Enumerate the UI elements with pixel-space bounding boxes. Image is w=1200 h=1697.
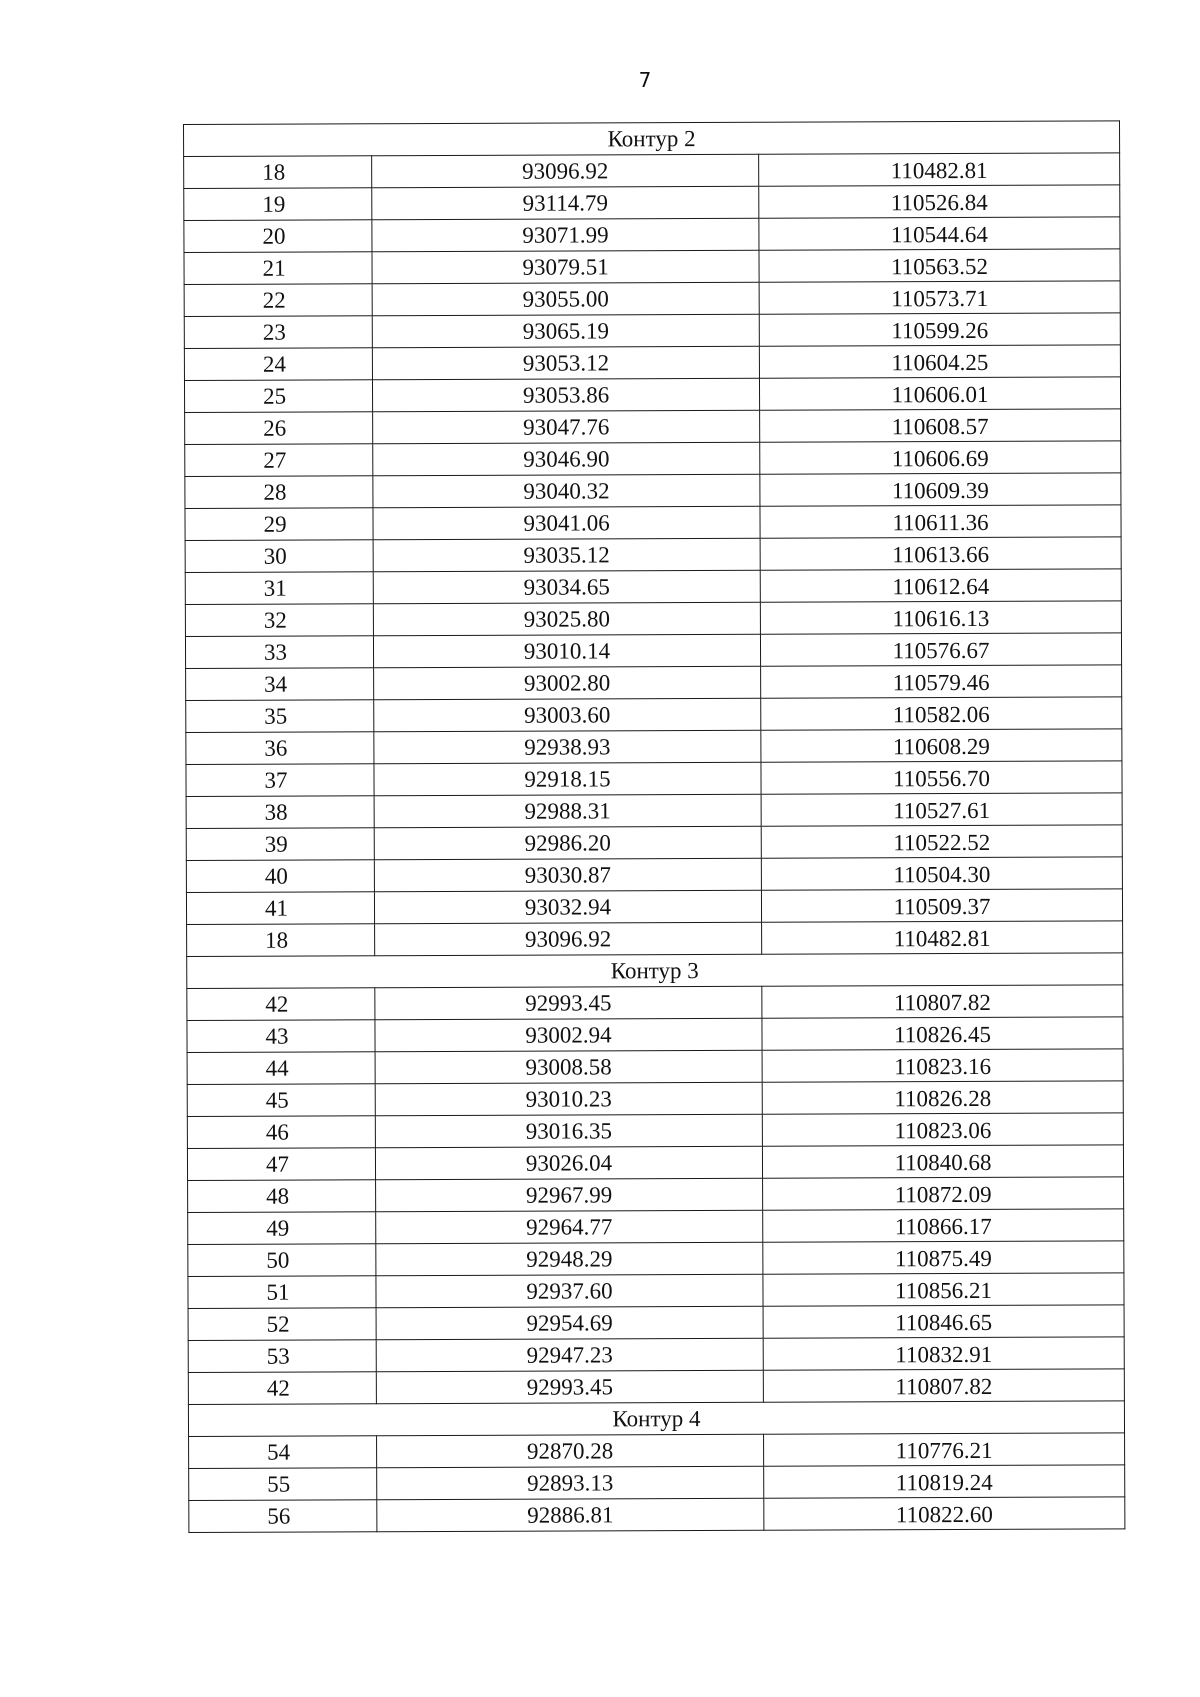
point-number-cell: 43 (187, 1020, 375, 1053)
contour-header-row (187, 953, 1123, 989)
contour-title: Контур 4 (188, 1401, 1124, 1437)
y-coordinate-cell: 110875.49 (763, 1241, 1124, 1274)
y-coordinate-cell: 110599.26 (759, 313, 1120, 346)
point-number-cell: 40 (186, 860, 374, 893)
y-coordinate-cell: 110482.81 (762, 921, 1123, 954)
table-row (187, 921, 1123, 957)
x-coordinate-cell: 93096.92 (375, 922, 762, 955)
x-coordinate-cell: 93096.92 (372, 154, 759, 187)
point-number-cell: 27 (185, 444, 373, 477)
contour-title: Контур 2 (184, 121, 1120, 157)
x-coordinate-cell: 93046.90 (373, 442, 760, 475)
x-coordinate-cell: 93041.06 (373, 506, 760, 539)
x-coordinate-cell: 93053.12 (372, 346, 759, 379)
point-number-cell: 46 (187, 1116, 375, 1149)
y-coordinate-cell: 110826.28 (762, 1081, 1123, 1114)
table-row (185, 601, 1121, 637)
point-number-cell: 25 (184, 380, 372, 413)
point-number-cell: 56 (189, 1500, 377, 1533)
table-row (184, 153, 1120, 189)
x-coordinate-cell: 93035.12 (373, 538, 760, 571)
x-coordinate-cell: 93040.32 (373, 474, 760, 507)
table-row (188, 1177, 1124, 1213)
point-number-cell: 41 (186, 892, 374, 925)
point-number-cell: 21 (184, 252, 372, 285)
coordinates-table (183, 120, 1125, 1533)
table-row (185, 505, 1121, 541)
x-coordinate-cell: 93047.76 (373, 410, 760, 443)
point-number-cell: 18 (184, 156, 372, 189)
x-coordinate-cell: 92986.20 (374, 826, 761, 859)
table-row (185, 569, 1121, 605)
x-coordinate-cell: 92967.99 (376, 1178, 763, 1211)
table-row (185, 537, 1121, 573)
point-number-cell: 33 (185, 636, 373, 669)
y-coordinate-cell: 110608.57 (760, 409, 1121, 442)
point-number-cell: 19 (184, 188, 372, 221)
table-row (186, 825, 1122, 861)
x-coordinate-cell: 93016.35 (375, 1114, 762, 1147)
point-number-cell: 51 (188, 1276, 376, 1309)
point-number-cell: 36 (186, 732, 374, 765)
x-coordinate-cell: 93030.87 (374, 858, 761, 891)
table-row (189, 1465, 1125, 1501)
y-coordinate-cell: 110504.30 (761, 857, 1122, 890)
y-coordinate-cell: 110582.06 (761, 697, 1122, 730)
point-number-cell: 37 (186, 764, 374, 797)
point-number-cell: 22 (184, 284, 372, 317)
point-number-cell: 49 (188, 1212, 376, 1245)
x-coordinate-cell: 92993.45 (376, 1370, 763, 1403)
x-coordinate-cell: 92938.93 (374, 730, 761, 763)
x-coordinate-cell: 92870.28 (377, 1434, 764, 1467)
x-coordinate-cell: 92947.23 (376, 1338, 763, 1371)
point-number-cell: 52 (188, 1308, 376, 1341)
y-coordinate-cell: 110807.82 (762, 985, 1123, 1018)
y-coordinate-cell: 110611.36 (760, 505, 1121, 538)
y-coordinate-cell: 110544.64 (759, 217, 1120, 250)
point-number-cell: 38 (186, 796, 374, 829)
y-coordinate-cell: 110573.71 (759, 281, 1120, 314)
x-coordinate-cell: 93114.79 (372, 186, 759, 219)
y-coordinate-cell: 110807.82 (763, 1369, 1124, 1402)
table-row (189, 1433, 1125, 1469)
table-row (186, 889, 1122, 925)
y-coordinate-cell: 110823.06 (762, 1113, 1123, 1146)
x-coordinate-cell: 93079.51 (372, 250, 759, 283)
x-coordinate-cell: 93010.23 (375, 1082, 762, 1115)
point-number-cell: 53 (188, 1340, 376, 1373)
table-row (186, 697, 1122, 733)
x-coordinate-cell: 93071.99 (372, 218, 759, 251)
x-coordinate-cell: 93065.19 (372, 314, 759, 347)
table-row (187, 1113, 1123, 1149)
point-number-cell: 45 (187, 1084, 375, 1117)
point-number-cell: 35 (186, 700, 374, 733)
point-number-cell: 42 (187, 988, 375, 1021)
y-coordinate-cell: 110823.16 (762, 1049, 1123, 1082)
y-coordinate-cell: 110606.01 (759, 377, 1120, 410)
table-row (184, 185, 1120, 221)
table-row (186, 857, 1122, 893)
x-coordinate-cell: 93008.58 (375, 1050, 762, 1083)
table-row (187, 1081, 1123, 1117)
x-coordinate-cell: 92937.60 (376, 1274, 763, 1307)
point-number-cell: 28 (185, 476, 373, 509)
page-number: 7 (638, 68, 652, 92)
y-coordinate-cell: 110579.46 (761, 665, 1122, 698)
table-row (186, 793, 1122, 829)
table-row (188, 1209, 1124, 1245)
y-coordinate-cell: 110616.13 (760, 601, 1121, 634)
y-coordinate-cell: 110563.52 (759, 249, 1120, 282)
point-number-cell: 30 (185, 540, 373, 573)
table-row (184, 377, 1120, 413)
x-coordinate-cell: 93034.65 (373, 570, 760, 603)
y-coordinate-cell: 110826.45 (762, 1017, 1123, 1050)
table-row (187, 1017, 1123, 1053)
point-number-cell: 31 (185, 572, 373, 605)
coordinates-table-body (184, 121, 1125, 1533)
y-coordinate-cell: 110509.37 (761, 889, 1122, 922)
point-number-cell: 42 (188, 1372, 376, 1405)
y-coordinate-cell: 110840.68 (762, 1145, 1123, 1178)
point-number-cell: 24 (184, 348, 372, 381)
x-coordinate-cell: 92886.81 (377, 1498, 764, 1531)
contour-title: Контур 3 (187, 953, 1123, 989)
point-number-cell: 34 (186, 668, 374, 701)
table-row (186, 665, 1122, 701)
y-coordinate-cell: 110832.91 (763, 1337, 1124, 1370)
y-coordinate-cell: 110556.70 (761, 761, 1122, 794)
x-coordinate-cell: 93003.60 (374, 698, 761, 731)
point-number-cell: 39 (186, 828, 374, 861)
point-number-cell: 26 (185, 412, 373, 445)
point-number-cell: 47 (187, 1148, 375, 1181)
x-coordinate-cell: 93026.04 (375, 1146, 762, 1179)
table-row (185, 473, 1121, 509)
y-coordinate-cell: 110846.65 (763, 1305, 1124, 1338)
table-row (184, 281, 1120, 317)
table-row (186, 729, 1122, 765)
x-coordinate-cell: 92988.31 (374, 794, 761, 827)
point-number-cell: 32 (185, 604, 373, 637)
x-coordinate-cell: 92954.69 (376, 1306, 763, 1339)
y-coordinate-cell: 110822.60 (764, 1497, 1125, 1530)
y-coordinate-cell: 110576.67 (760, 633, 1121, 666)
point-number-cell: 23 (184, 316, 372, 349)
x-coordinate-cell: 92964.77 (376, 1210, 763, 1243)
x-coordinate-cell: 93010.14 (373, 634, 760, 667)
x-coordinate-cell: 93002.80 (374, 666, 761, 699)
table-row (188, 1273, 1124, 1309)
y-coordinate-cell: 110604.25 (759, 345, 1120, 378)
y-coordinate-cell: 110527.61 (761, 793, 1122, 826)
y-coordinate-cell: 110522.52 (761, 825, 1122, 858)
x-coordinate-cell: 92918.15 (374, 762, 761, 795)
y-coordinate-cell: 110608.29 (761, 729, 1122, 762)
table-row (184, 217, 1120, 253)
table-row (189, 1497, 1125, 1533)
point-number-cell: 54 (189, 1436, 377, 1469)
point-number-cell: 29 (185, 508, 373, 541)
x-coordinate-cell: 92948.29 (376, 1242, 763, 1275)
table-row (184, 345, 1120, 381)
table-row (185, 633, 1121, 669)
y-coordinate-cell: 110866.17 (763, 1209, 1124, 1242)
table-row (184, 249, 1120, 285)
x-coordinate-cell: 93053.86 (372, 378, 759, 411)
table-row (186, 761, 1122, 797)
table-row (188, 1241, 1124, 1277)
table-row (188, 1337, 1124, 1373)
y-coordinate-cell: 110482.81 (759, 153, 1120, 186)
contour-header-row (188, 1401, 1124, 1437)
table-row (184, 313, 1120, 349)
y-coordinate-cell: 110776.21 (764, 1433, 1125, 1466)
y-coordinate-cell: 110606.69 (760, 441, 1121, 474)
contour-header-row (184, 121, 1120, 157)
table-row (185, 409, 1121, 445)
y-coordinate-cell: 110612.64 (760, 569, 1121, 602)
point-number-cell: 44 (187, 1052, 375, 1085)
x-coordinate-cell: 93025.80 (373, 602, 760, 635)
y-coordinate-cell: 110526.84 (759, 185, 1120, 218)
y-coordinate-cell: 110872.09 (763, 1177, 1124, 1210)
table-row (188, 1369, 1124, 1405)
x-coordinate-cell: 93032.94 (374, 890, 761, 923)
y-coordinate-cell: 110609.39 (760, 473, 1121, 506)
x-coordinate-cell: 92993.45 (375, 986, 762, 1019)
table-row (187, 1145, 1123, 1181)
point-number-cell: 20 (184, 220, 372, 253)
y-coordinate-cell: 110819.24 (764, 1465, 1125, 1498)
table-row (187, 985, 1123, 1021)
y-coordinate-cell: 110856.21 (763, 1273, 1124, 1306)
point-number-cell: 18 (187, 924, 375, 957)
table-row (188, 1305, 1124, 1341)
x-coordinate-cell: 93055.00 (372, 282, 759, 315)
point-number-cell: 48 (188, 1180, 376, 1213)
x-coordinate-cell: 92893.13 (377, 1466, 764, 1499)
table-row (187, 1049, 1123, 1085)
point-number-cell: 50 (188, 1244, 376, 1277)
x-coordinate-cell: 93002.94 (375, 1018, 762, 1051)
point-number-cell: 55 (189, 1468, 377, 1501)
y-coordinate-cell: 110613.66 (760, 537, 1121, 570)
table-row (185, 441, 1121, 477)
